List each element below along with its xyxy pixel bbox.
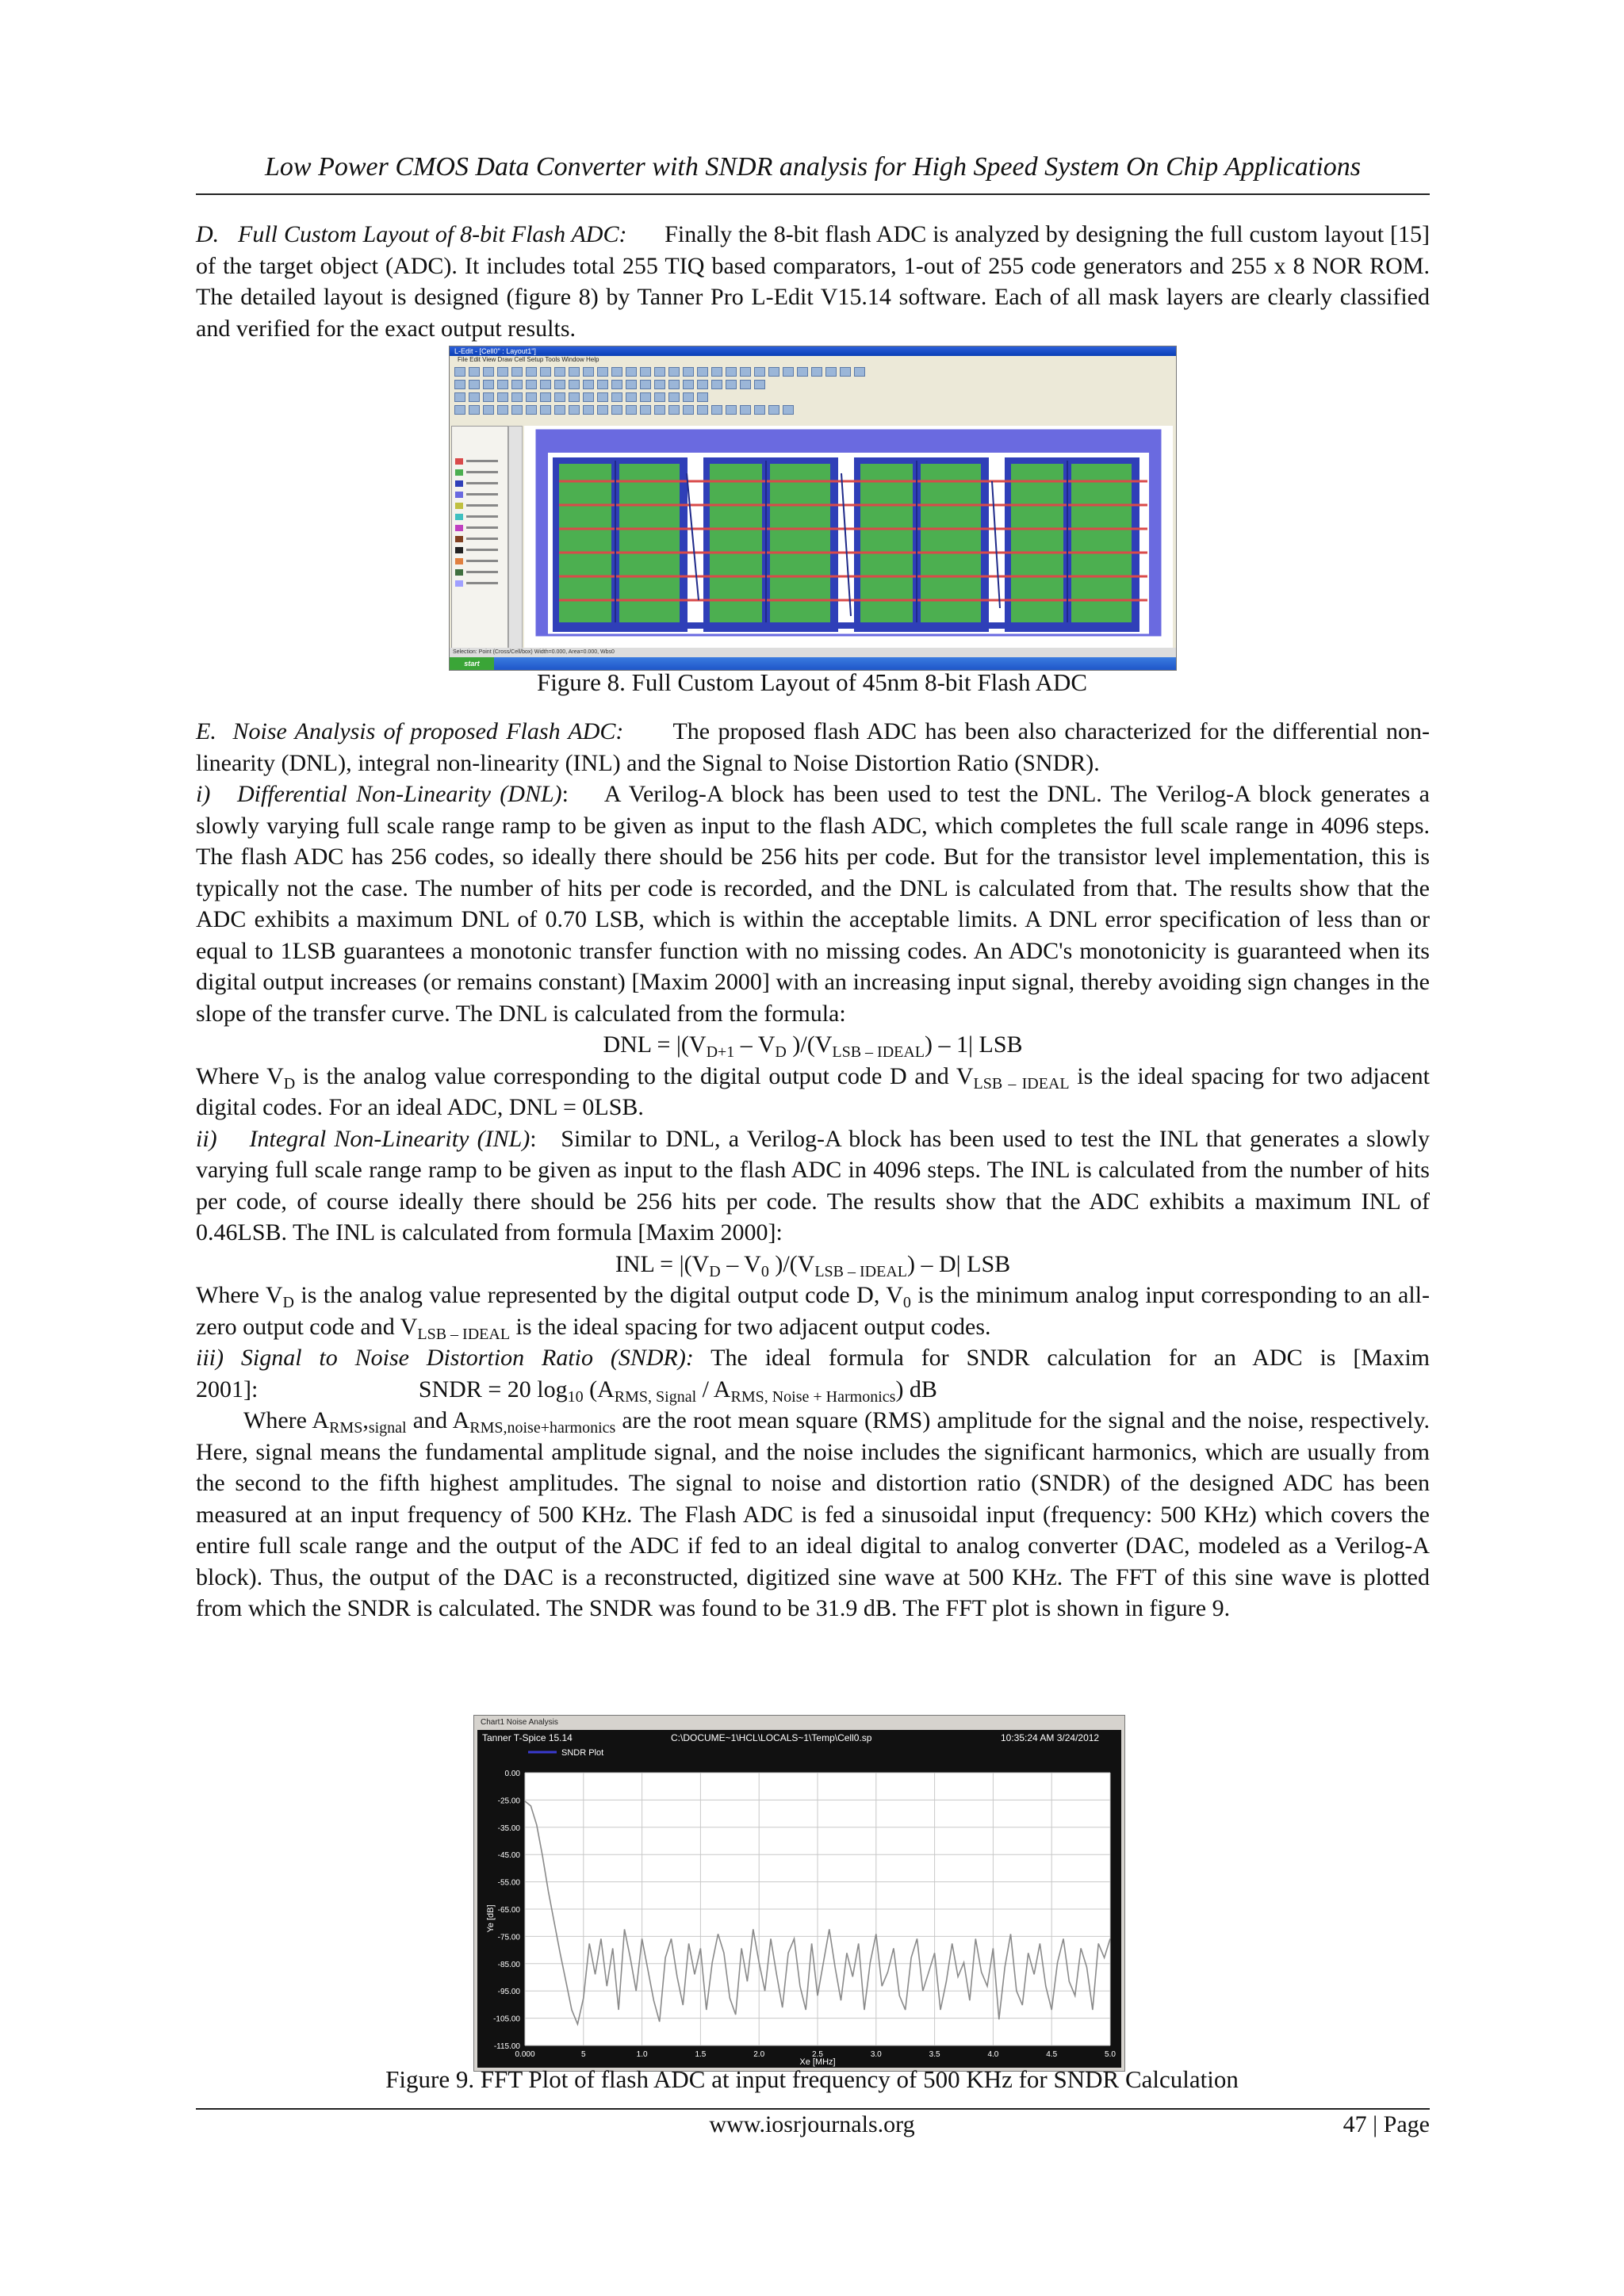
inl-paragraph [196,1123,1430,1249]
section-e-paragraph [196,716,1430,779]
x-tick-label: 5.0 [1105,2050,1116,2059]
ledit-toolbar-2 [453,378,1173,389]
layout-canvas [524,426,1173,649]
tspice-chart-panel [477,1730,1121,2068]
x-tick-label: 2.5 [812,2050,823,2059]
page-number: 47 | Page [1342,2111,1430,2137]
figure8-caption: Figure 8. Full Custom Layout of 45nm 8-bit Flash ADC [536,668,1088,696]
dnl-text: A Verilog-A block has been used to test the DNL. The Verilog-A block generates a slowly varying full scale range ramp to be given as input to the flash ADC, which completes the full scale range in 4096 steps. The flash ADC has 256 codes, so ideally there should be 256 hits per code. But for the transistor level implementation, this is typically not the case. The number of hits per code is recorded, and the DNL is calculated from that. The results show that the ADC exhibits a maximum DNL of 0.70 LSB, which is within the acceptable limits. A DNL error specification of less than or equal to 1LSB guarantees a monotonic transfer function with no missing codes. An ADC's monotonicity is guaranteed when its digital output increases (or remains constant) [Maxim 2000] with an increasing input signal, thereby avoiding sign changes in the slope of the transfer curve. The DNL is calculated from the formula: [196,781,1430,1027]
x-tick-label: 2.0 [753,2050,765,2059]
inl-formula: INL = $|(V_D - V_0$ )$/(V_{LSB - IDEAL}) - D|$ LSB [615,1250,1011,1280]
section-d-paragraph [196,219,1430,344]
tspice-timestamp: 10:35:24 AM 3/24/2012 [1001,1732,1100,1743]
ledit-status-bar: Selection: Point (Cross/Cell/box) Width=0.000, Area=0.000, Wbs0 [450,648,1177,657]
dnl-heading-colon: : [561,781,569,807]
legend-label: SNDR Plot [561,1748,604,1758]
section-d-text: Finally the 8-bit flash ADC is analyzed by designing the full custom layout [15] of the target object (ADC). It includes total 255 TIQ based comparators, 1-out of 255 code generators and 255 x 8 NOR ROM. The detailed layout is designed (figure 8) by Tanner Pro L-Edit V15.14 software. Each of all mask layers are clearly classified and verified for the exact output results. [196,221,1430,342]
y-tick-label: -85.00 [497,1960,520,1969]
ledit-toolbar-4 [453,404,1173,415]
layers-list-graphic [452,427,508,650]
y-tick-label: -25.00 [497,1797,520,1806]
sndr-where-paragraph: Where $A_{RMS},_{signal}$ and $A_{RMS,noise+harmonics}$ are the root mean square (RMS) amplitude for the signal and the noise, respectively. Here, signal means the fundamental amplitude signal, and the noise includes the significant harmonics, which are usually from the second to the fifth highest amplitudes. The signal to noise and distortion ratio (SNDR) of the designed ADC has been measured at an input frequency of 500 KHz. The Flash ADC is fed a sinusoidal input (frequency: 500 KHz) which covers the entire full scale range and the output of the ADC if fed to an ideal digital to analog converter (DAC, modeled as a Verilog-A block). Thus, the output of the DAC is a reconstructed, digitized sine wave at 500 KHz. The FFT of this sine wave is plotted from which the SNDR is calculated. The SNDR was found to be 31.9 dB. The FFT plot is shown in figure 9. [196,1407,1430,1621]
y-tick-label: -105.00 [493,2015,520,2024]
footer-rule [196,2108,1430,2110]
y-axis-label: Ye [dB] [486,1904,496,1933]
x-tick-label: 0.000 [515,2050,535,2059]
inl-text: Similar to DNL, a Verilog-A block has been used to test the INL that generates a slowly varying full scale range ramp to be given as input to the flash ADC in 4096 steps. The INL is calculated from the number of hits per code, of course ideally there should be 256 hits per code. The results show that the ADC exhibits a maximum INL of 0.46LSB. The INL is calculated from formula [Maxim 2000]: [196,1125,1430,1246]
figure8-screenshot [449,346,1177,671]
running-title: Low Power CMOS Data Converter with SNDR analysis for High Speed System On Chip Applications [265,152,1361,182]
x-tick-label: 3.0 [870,2050,882,2059]
layers-palette [451,426,508,651]
footer-url: www.iosrjournals.org [709,2111,915,2137]
ledit-menubar: File Edit View Draw Cell Setup Tools Window Help [450,356,1176,364]
section-e-heading: E. Noise Analysis of proposed Flash ADC: [196,718,624,744]
y-tick-label: 0.00 [504,1770,520,1778]
x-tick-label: 1.0 [636,2050,648,2059]
x-tick-label: 4.5 [1046,2050,1058,2059]
start-button: start [450,657,494,670]
ledit-toolbar-3 [453,391,1173,402]
section-d [196,219,1430,344]
comparator-block-2 [703,457,838,632]
y-tick-label: -35.00 [497,1823,520,1833]
y-tick-label: -45.00 [497,1851,520,1861]
fft-chart [477,1744,1121,2068]
sndr-text: The ideal formula for SNDR calculation for an ADC is [Maxim 2001]: [196,1345,1430,1402]
sndr-formula: SNDR = 20 $\log_{10} (A_{RMS, Signal} / A_{RMS, Noise + Harmonics})$ dB [418,1376,937,1406]
section-e-text: The proposed flash ADC has been also characterized for the differential non-linearity (DNL), integral non-linearity (INL) and the Signal to Noise Distortion Ratio (SNDR). [196,718,1431,776]
section-d-heading: D. Full Custom Layout of 8-bit Flash ADC: [196,221,627,247]
comparator-block-4 [1005,457,1139,632]
tspice-window-title: Chart1 Noise Analysis [474,1716,1124,1730]
comparator-block-1 [553,457,688,632]
x-axis-label: Xe [MHz] [799,2057,836,2067]
inl-heading-colon: : [530,1125,537,1152]
ledit-side-panel [508,426,523,651]
y-tick-label: -115.00 [493,2042,520,2051]
header-rule [196,193,1430,195]
section-e-block [196,716,1430,1624]
inl-where: Where $V_D$ is the analog value represented by the digital output code D, $V_0$ is the minimum analog input corresponding to an all-zero output code and $V_{LSB - IDEAL}$ is the ideal spacing for two adjacent output codes. [196,1282,1431,1343]
x-tick-label: 3.5 [929,2050,940,2059]
tspice-app-label: Tanner T-Spice 15.14 [482,1732,573,1743]
y-tick-label: -55.00 [497,1878,520,1888]
y-tick-labels [493,1770,520,2051]
dnl-paragraph [196,779,1430,1029]
dnl-where: Where $V_D$ is the analog value corresponding to the digital output code D and $V_{LSB - IDEAL}$ is the ideal spacing for two adjacent digital codes. For an ideal ADC, DNL = 0LSB. [196,1062,1431,1120]
adc-layout-drawing [524,426,1173,649]
comparator-block-3 [854,457,989,632]
sndr-heading: iii) Signal to Noise Distortion Ratio (SNDR): [196,1345,694,1371]
ledit-title-bar: L-Edit - [Cell0" : Layout1"] [450,346,1176,356]
y-tick-label: -75.00 [497,1933,520,1942]
dnl-heading: i) Differential Non-Linearity (DNL) [196,781,562,807]
tspice-file-path: C:\DOCUME~1\HCL\LOCALS~1\Temp\Cell0.sp [671,1732,872,1743]
sndr-paragraph [196,1342,1430,1405]
y-tick-label: -65.00 [497,1906,520,1915]
x-tick-label: 4.0 [987,2050,999,2059]
x-tick-label: 5 [581,2050,586,2059]
dnl-formula: DNL = $|(V_{D+1} - V_D$ )$/(V_{LSB - IDEAL}) - 1|$ LSB [603,1031,1023,1061]
x-tick-label: 1.5 [695,2050,707,2059]
figure9-screenshot [473,1715,1125,2072]
inl-heading: ii) Integral Non-Linearity (INL) [196,1125,530,1152]
y-tick-label: -95.00 [497,1988,520,1997]
ledit-toolbar-1 [453,365,1173,377]
figure9-caption: Figure 9. FFT Plot of flash ADC at input frequency of 500 KHz for SNDR Calculation [385,2065,1239,2093]
